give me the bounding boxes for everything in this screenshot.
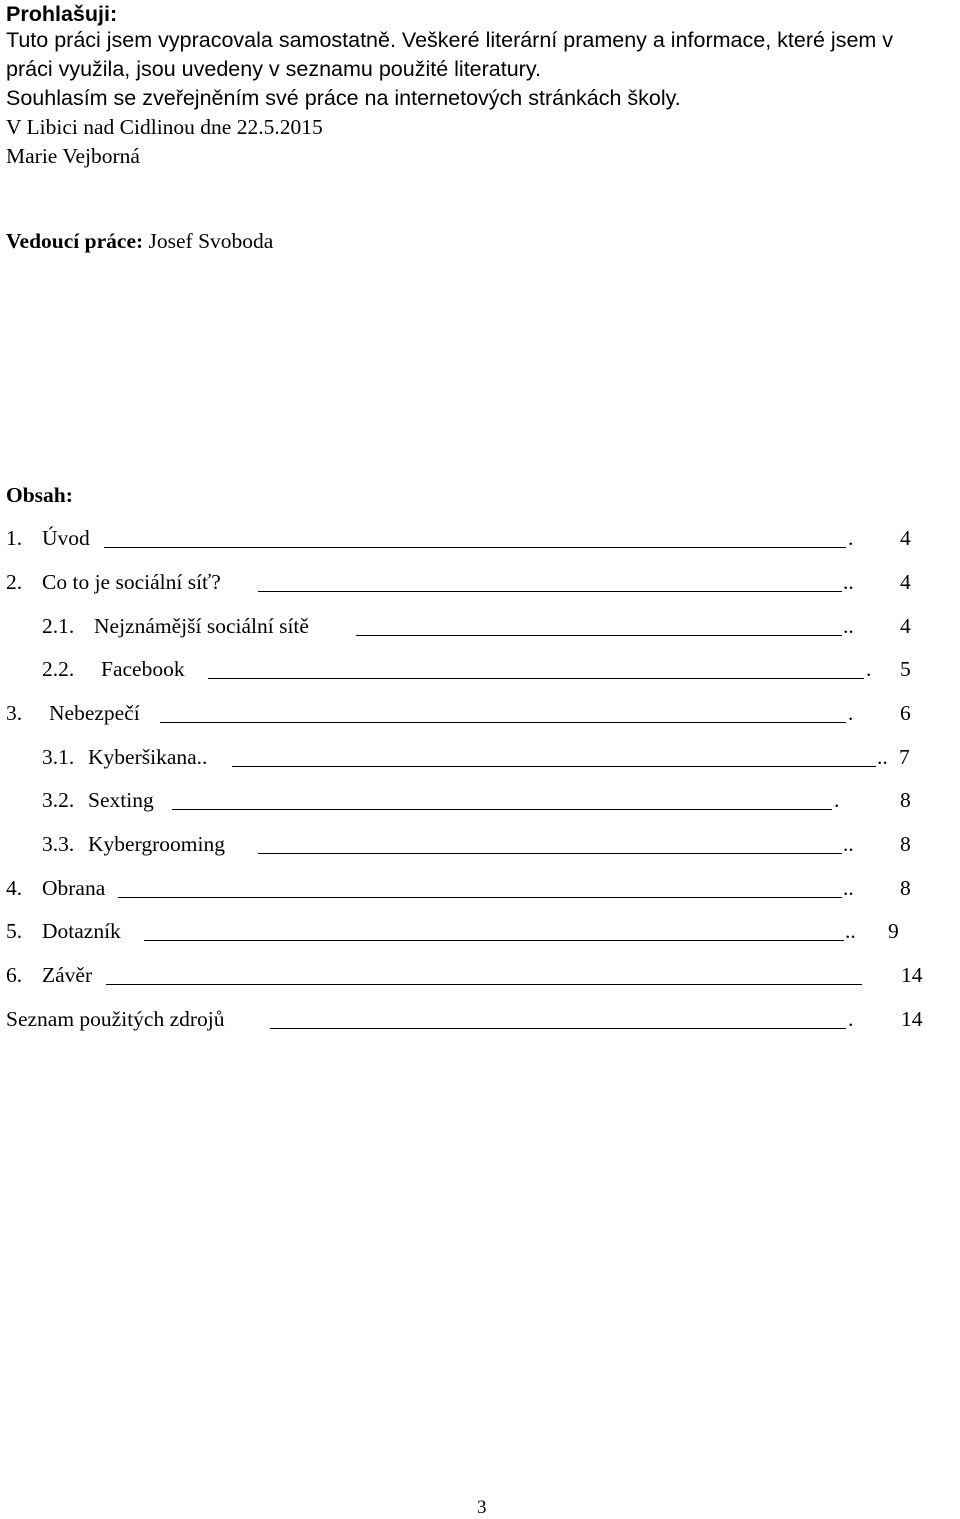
toc-item-leader-tail: . bbox=[866, 657, 872, 681]
toc-item-page: 8 bbox=[900, 788, 911, 812]
toc-leader bbox=[208, 656, 864, 679]
toc-item-page: 4 bbox=[900, 614, 911, 638]
declaration-line-3: Souhlasím se zveřejněním své práce na internetových stránkách školy. bbox=[6, 86, 681, 110]
toc-item-nebezpeci bbox=[0, 700, 960, 726]
toc-leader bbox=[144, 918, 844, 941]
toc-item-nejznamejsi bbox=[0, 613, 960, 639]
toc-item-page: 4 bbox=[900, 570, 911, 594]
toc-item-leader-tail: . bbox=[848, 526, 854, 550]
toc-leader bbox=[232, 744, 876, 767]
toc-item-page: 8 bbox=[900, 876, 911, 900]
toc-item-page: 4 bbox=[900, 526, 911, 550]
toc-item-number: 3.3. bbox=[42, 832, 75, 856]
supervisor-label: Vedoucí práce: bbox=[6, 229, 144, 253]
toc-item-page: 8 bbox=[900, 832, 911, 856]
toc-item-number: 1. bbox=[6, 526, 23, 550]
place-and-date: V Libici nad Cidlinou dne 22.5.2015 bbox=[6, 115, 323, 139]
toc-leader bbox=[104, 525, 846, 548]
toc-item-number: 3. bbox=[6, 701, 23, 725]
toc-leader bbox=[106, 962, 862, 985]
supervisor-name: Josef Svoboda bbox=[143, 229, 274, 253]
toc-leader bbox=[118, 875, 842, 898]
toc-item-leader-tail: .. bbox=[843, 570, 854, 594]
page-number: 3 bbox=[477, 1497, 487, 1518]
supervisor bbox=[6, 228, 273, 254]
toc-item-page: 6 bbox=[900, 701, 911, 725]
toc-item-number: 2.2. bbox=[42, 657, 75, 681]
toc-item-title: Facebook bbox=[101, 657, 185, 681]
toc-item-dotaznik bbox=[0, 918, 960, 944]
toc-item-uvod bbox=[0, 525, 960, 551]
toc-item-leader-tail: .. bbox=[843, 876, 854, 900]
toc-item-leader-tail: .. bbox=[845, 919, 856, 943]
toc-item-socialni-sit bbox=[0, 569, 960, 595]
toc-item-title: Nejznámější sociální sítě bbox=[94, 614, 309, 638]
toc-item-zdroje bbox=[0, 1006, 960, 1032]
toc-item-number: 3.2. bbox=[42, 788, 75, 812]
toc-leader bbox=[270, 1006, 846, 1029]
toc-item-page: 14 bbox=[901, 1007, 923, 1031]
toc-item-kybersikana bbox=[0, 744, 960, 770]
toc-item-number: 2. bbox=[6, 570, 23, 594]
toc-item-leader-tail: . bbox=[834, 788, 840, 812]
toc-item-facebook bbox=[0, 656, 960, 682]
toc-item-number: 2.1. bbox=[42, 614, 75, 638]
toc-item-leader-tail: .. bbox=[843, 614, 854, 638]
toc-item-number: 5. bbox=[6, 919, 23, 943]
declaration-line-1: Tuto práci jsem vypracovala samostatně. Veškeré literární prameny a informace, které jsem v bbox=[6, 28, 894, 52]
toc-item-page: 5 bbox=[900, 657, 911, 681]
toc-item-title: Závěr bbox=[42, 963, 93, 987]
toc-item-leader-tail: .. bbox=[843, 832, 854, 856]
toc-item-page: 7 bbox=[899, 745, 910, 769]
toc-item-title: Obrana bbox=[42, 876, 106, 900]
toc-item-number: 3.1. bbox=[42, 745, 75, 769]
declaration-heading: Prohlašuji: bbox=[6, 2, 118, 26]
toc-item-zaver bbox=[0, 962, 960, 988]
toc-leader bbox=[258, 569, 842, 592]
toc-item-leader-tail: .. bbox=[877, 745, 888, 769]
toc-leader bbox=[258, 831, 842, 854]
toc-item-number: 4. bbox=[6, 876, 23, 900]
toc-item-obrana bbox=[0, 875, 960, 901]
toc-leader bbox=[160, 700, 846, 723]
toc-item-title: Co to je sociální síť? bbox=[42, 570, 221, 594]
toc-item-leader-tail: . bbox=[848, 1007, 854, 1031]
toc-item-title: Dotazník bbox=[42, 919, 121, 943]
toc-item-sexting bbox=[0, 787, 960, 813]
toc-item-title: Kybergrooming bbox=[88, 832, 225, 856]
declaration-line-2: práci využila, jsou uvedeny v seznamu použité literatury. bbox=[6, 57, 541, 81]
toc-leader bbox=[172, 787, 832, 810]
toc-item-title: Úvod bbox=[42, 526, 90, 550]
toc-item-leader-tail: . bbox=[848, 701, 854, 725]
toc-item-title: Kyberšikana.. bbox=[88, 745, 208, 769]
toc-heading: Obsah: bbox=[6, 483, 73, 507]
toc-item-number: 6. bbox=[6, 963, 23, 987]
toc-item-title: Seznam použitých zdrojů bbox=[6, 1007, 225, 1031]
toc-item-title: Nebezpečí bbox=[49, 701, 140, 725]
author-name: Marie Vejborná bbox=[6, 144, 140, 168]
toc-item-page: 14 bbox=[901, 963, 923, 987]
toc-leader bbox=[356, 613, 842, 636]
toc-item-title: Sexting bbox=[88, 788, 154, 812]
toc-item-page: 9 bbox=[888, 919, 899, 943]
toc-item-kybergrooming bbox=[0, 831, 960, 857]
